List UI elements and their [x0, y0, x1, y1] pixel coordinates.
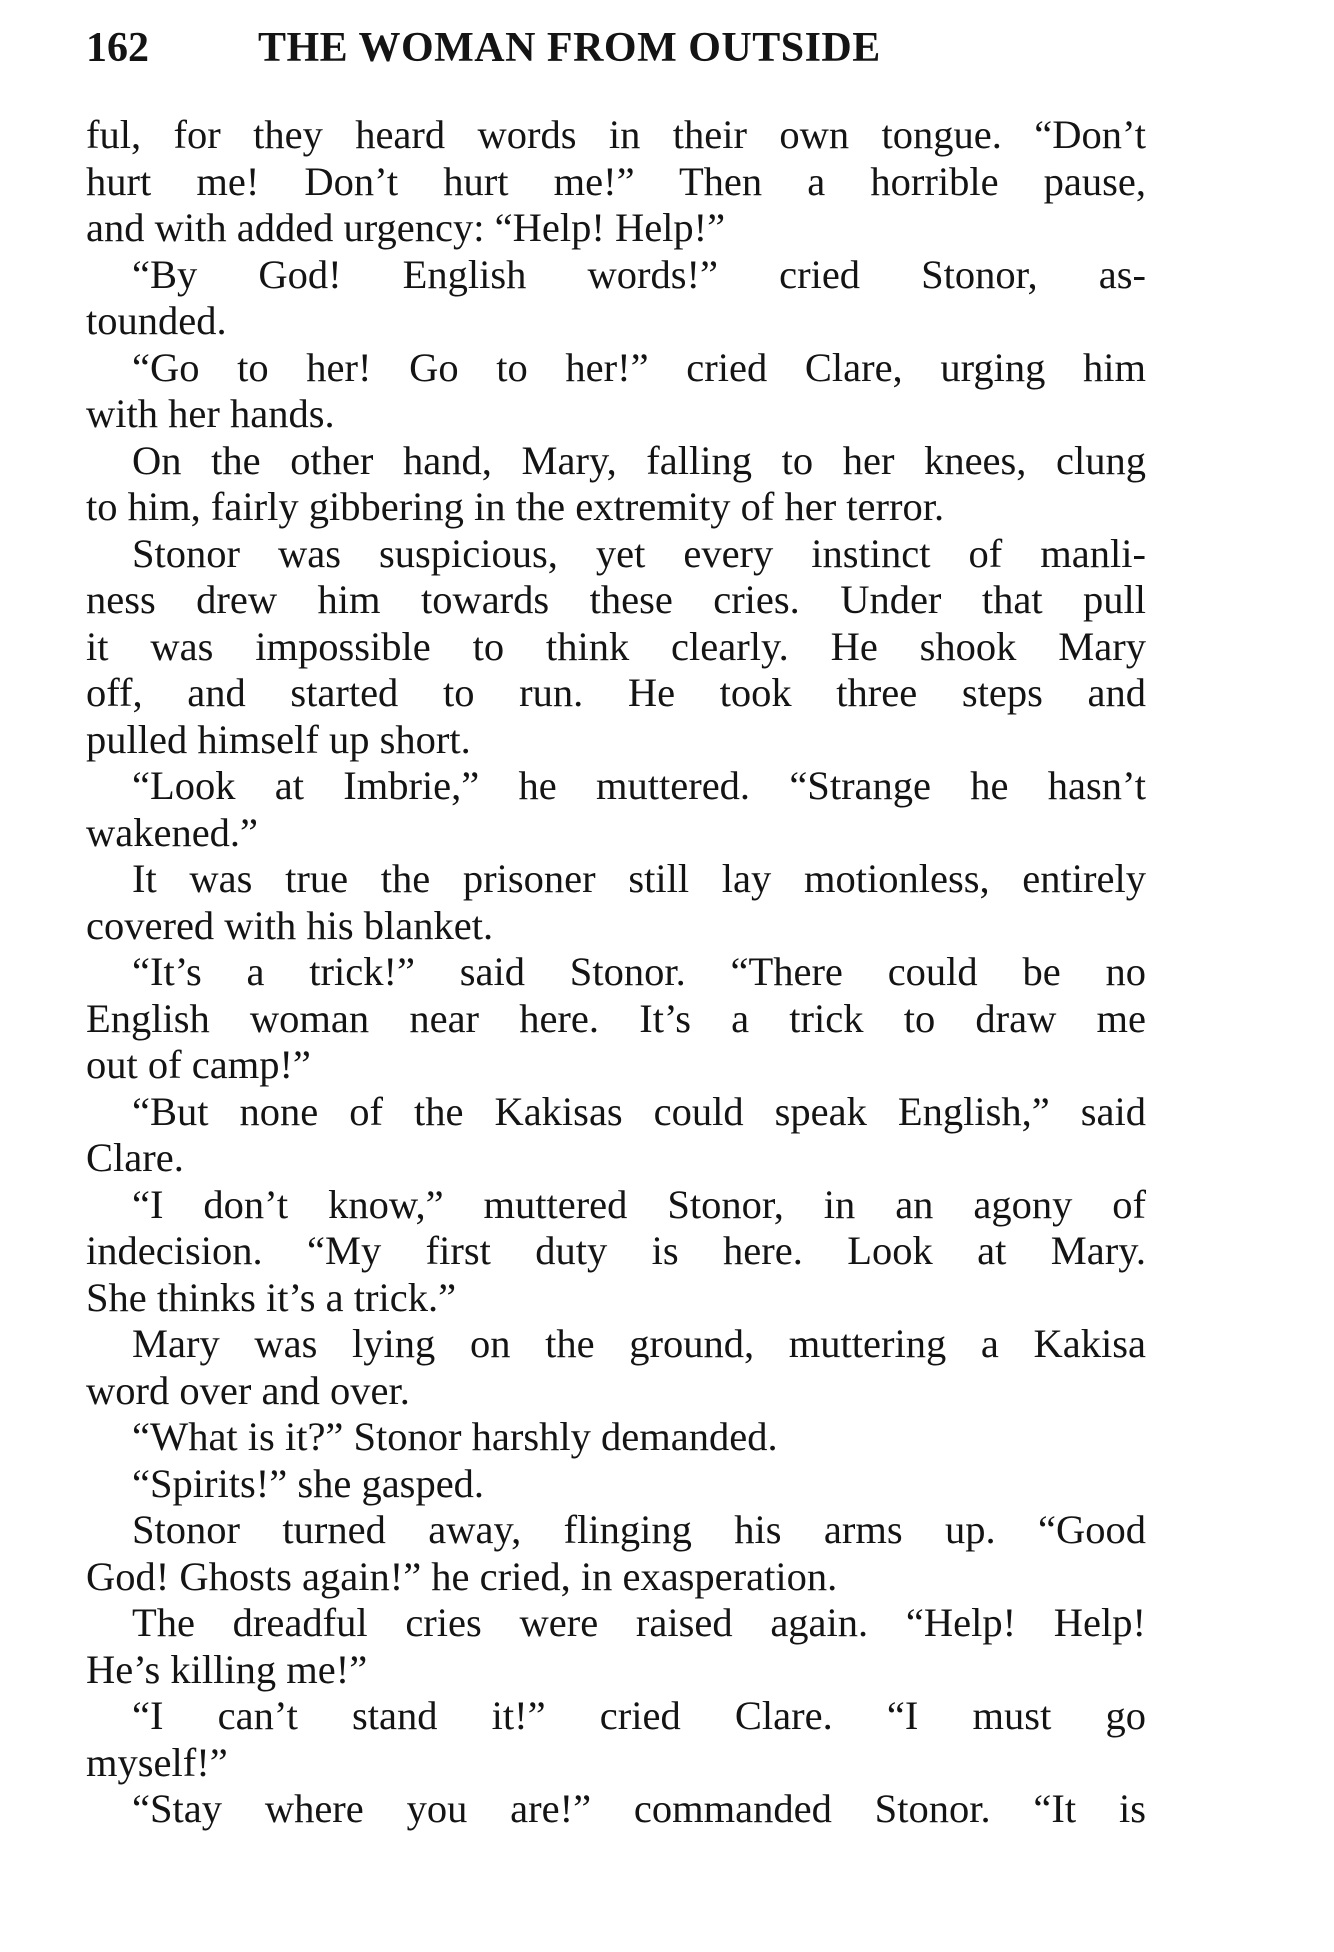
text-line: wakened.” — [86, 809, 259, 855]
text-line: He’s killing me!” — [86, 1646, 368, 1692]
page-number: 162 — [86, 25, 149, 71]
text-line: “It’s a trick!” said Stonor. “There could be no — [132, 949, 1146, 994]
text-line: “By God! English words!” cried Stonor, as- — [132, 251, 1146, 297]
text-line: tounded. — [86, 298, 227, 343]
text-line: ness drew him towards these cries. Under that pull — [86, 577, 1146, 622]
text-line: Mary was lying on the ground, muttering a Kakisa — [132, 1321, 1146, 1366]
text-line: with her hands. — [86, 391, 335, 436]
text-line: off, and started to run. He took three steps and — [86, 670, 1146, 715]
text-line: Stonor was suspicious, yet every instinct of manli- — [132, 530, 1146, 576]
text-line: “Go to her! Go to her!” cried Clare, urging him — [132, 344, 1146, 390]
running-title: THE WOMAN FROM OUTSIDE — [258, 25, 881, 71]
text-line: “Look at Imbrie,” he muttered. “Strange he hasn’t — [132, 763, 1146, 808]
running-head — [86, 18, 1146, 78]
text-line: It was true the prisoner still lay motionless, entirely — [132, 856, 1146, 901]
text-line: “What is it?” Stonor harshly demanded. — [132, 1414, 778, 1459]
text-line: Stonor turned away, flinging his arms up. “Good — [132, 1507, 1146, 1552]
text-line: myself!” — [86, 1739, 228, 1785]
text-line: pulled himself up short. — [86, 716, 471, 762]
text-line: hurt me! Don’t hurt me!” Then a horrible pause, — [86, 158, 1146, 204]
text-line: to him, fairly gibbering in the extremity of her terror. — [86, 484, 945, 529]
text-line: English woman near here. It’s a trick to draw me — [86, 995, 1146, 1041]
body-text — [86, 112, 1146, 1833]
text-line: God! Ghosts again!” he cried, in exasperation. — [86, 1553, 838, 1599]
text-line: out of camp!” — [86, 1042, 311, 1087]
text-line: ful, for they heard words in their own tongue. “Don’t — [86, 112, 1146, 157]
text-line: covered with his blanket. — [86, 902, 494, 948]
text-line: “I can’t stand it!” cried Clare. “I must go — [132, 1693, 1146, 1738]
text-line: “Spirits!” she gasped. — [132, 1460, 485, 1506]
text-line: On the other hand, Mary, falling to her knees, clung — [132, 437, 1146, 483]
text-line: it was impossible to think clearly. He shook Mary — [86, 623, 1146, 669]
text-line: indecision. “My first duty is here. Look at Mary. — [86, 1228, 1146, 1273]
text-line: “Stay where you are!” commanded Stonor. “It is — [132, 1786, 1146, 1831]
text-line: “But none of the Kakisas could speak English,” said — [132, 1088, 1146, 1134]
text-line: The dreadful cries were raised again. “Help! Help! — [132, 1600, 1146, 1645]
text-line: “I don’t know,” muttered Stonor, in an agony of — [132, 1181, 1146, 1227]
text-line: word over and over. — [86, 1367, 410, 1413]
text-line: Clare. — [86, 1135, 184, 1180]
text-line: She thinks it’s a trick.” — [86, 1274, 457, 1320]
text-line: and with added urgency: “Help! Help!” — [86, 205, 726, 250]
